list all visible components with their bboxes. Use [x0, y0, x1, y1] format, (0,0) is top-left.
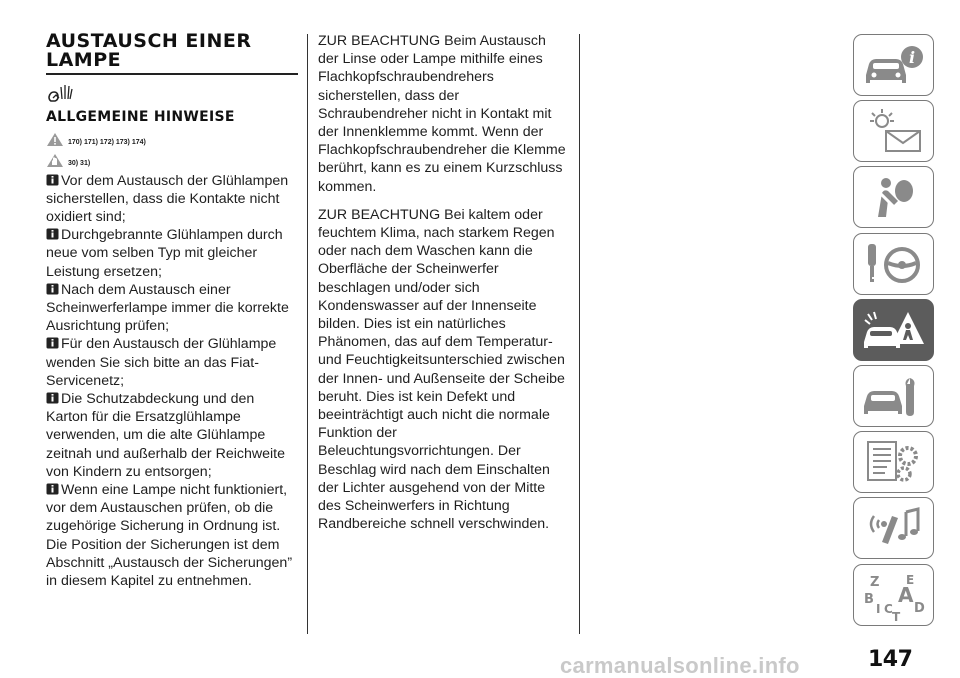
list-item: Vor dem Austausch der Glühlampen sicherstellen, dass die Kontakte nicht oxidiert sind; [46, 172, 289, 225]
index-letter: C [883, 601, 893, 616]
left-column [46, 32, 298, 590]
title-underline [46, 73, 298, 75]
note-paragraph: ZUR BEACHTUNG Beim Austausch der Linse oder Lampe mithilfe eines Flachkopfschraubendrehers sicherstellen, dass der Schraubendreher nicht in Kontakt mit der Innenklemme kommt. Wenn der Flachkopfschraubendreher die Klemme berührt, kann es zu einem Kurzschluss kommen. [318, 33, 566, 195]
watermark: carmanualsonline.info [560, 653, 800, 678]
tab-maintenance[interactable] [853, 365, 934, 427]
tab-technical-data[interactable] [853, 431, 934, 493]
bullet-info-icon [46, 392, 59, 404]
key-steering-wheel-icon [860, 238, 928, 290]
chapter-tabs [853, 34, 934, 630]
right-column [318, 32, 570, 543]
section-title [46, 32, 298, 70]
tab-warning-lights[interactable] [853, 100, 934, 162]
tab-starting-driving[interactable] [853, 233, 934, 295]
tab-index[interactable] [853, 564, 934, 626]
tab-safety[interactable] [853, 166, 934, 228]
attention-hand-icon [46, 153, 64, 168]
note-refs-row [46, 151, 298, 168]
index-letter: B [863, 591, 874, 607]
car-info-icon [860, 39, 928, 91]
section-title-line1: AUSTAUSCH EINER [46, 30, 252, 52]
warning-refs-row [46, 130, 298, 147]
hints-list [46, 172, 298, 591]
index-letter: T [891, 609, 900, 621]
list-item: Nach dem Austausch einer Scheinwerferlampe immer die korrekte Ausrichtung prüfen; [46, 281, 289, 335]
list-item: Die Schutzabdeckung und den Karton für die Ersatzglühlampe verwenden, um die alte Glühlampe zeitnah und außerhalb der Reichweite von Kindern zu entsorgen; [46, 390, 285, 480]
lamp-bulb-icon [46, 83, 298, 103]
index-letter: E [905, 572, 914, 587]
bullet-info-icon [46, 228, 59, 240]
list-item: Für den Austausch der Glühlampe wenden Sie sich bitte an das Fiat-Servicenetz; [46, 336, 277, 389]
svg-text:i: i [908, 48, 915, 67]
bullet-info-icon [46, 174, 59, 186]
emergency-breakdown-icon [860, 304, 928, 356]
page-number: 147 [868, 647, 913, 672]
tab-car-info[interactable] [853, 34, 934, 96]
car-maintenance-wrench-icon [860, 370, 928, 422]
column-divider-right [579, 34, 580, 634]
warning-references: 170) 171) 172) 173) 174) [68, 138, 146, 146]
list-item: Wenn eine Lampe nicht funktioniert, vor dem Austauschen prüfen, ob die zugehörige Sicherung in Ordnung ist. Die Position der Sicherungen ist dem Abschnitt „Austausch der Sicherungen” in diesem Kapitel zu entnehmen. [46, 481, 293, 589]
section-title-line2: LAMPE [46, 49, 122, 71]
warning-lights-message-icon [860, 105, 928, 157]
multimedia-music-icon [860, 502, 928, 554]
index-letter: I [875, 601, 880, 616]
warning-triangle-icon [46, 132, 64, 147]
tab-emergency[interactable] [853, 299, 934, 361]
airbag-seatbelt-icon [860, 171, 928, 223]
bullet-info-icon [46, 283, 59, 295]
tab-multimedia[interactable] [853, 497, 934, 559]
index-letter: D [913, 600, 925, 616]
note-references: 30) 31) [68, 159, 91, 167]
column-divider-left [307, 34, 308, 634]
list-item: Durchgebrannte Glühlampen durch neue vom selben Typ mit gleicher Leistung ersetzen; [46, 227, 283, 280]
index-letter: A [897, 582, 913, 607]
note-paragraph: ZUR BEACHTUNG Bei kaltem oder feuchtem Klima, nach starkem Regen oder nach dem Waschen kann die Oberfläche der Scheinwerfer beschlagen und/oder sich Kondenswasser auf der Innenseite bilden. Dies ist ein natürliches Phänomen, das auf dem Temperatur- und Feuchtigkeitsunterschied zwischen der Innen- und Außenseite der Scheibe beruht. Dies ist kein Defekt und beeinträchtigt auch nicht die normale Funktion der Beleuchtungsvorrichtungen. Der Beschlag wird nach dem Einschalten der Lichter ausgehend von der Mitte des Scheinwerfers in Richtung Randbereiche schnell verschwinden. [318, 206, 565, 533]
subsection-title: ALLGEMEINE HINWEISE [46, 108, 235, 125]
index-letter: Z [869, 574, 879, 590]
bullet-info-icon [46, 337, 59, 349]
alphabetical-index-icon [860, 569, 928, 621]
technical-data-gears-icon [860, 436, 928, 488]
bullet-info-icon [46, 483, 59, 495]
